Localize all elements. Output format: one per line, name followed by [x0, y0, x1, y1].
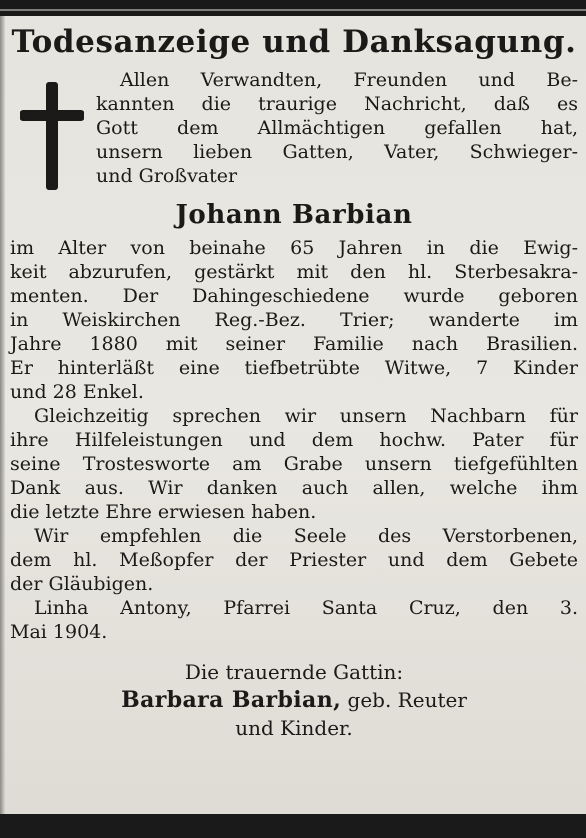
signature-children: und Kinder. [235, 716, 353, 740]
intro-line: und Großvater [96, 165, 238, 187]
signature-heading: Die trauernde Gattin: [184, 660, 404, 684]
intro-line: unsern lieben Gatten, Vater, Schwieger- [96, 141, 578, 163]
deceased-name: Johann Barbian [175, 200, 413, 230]
body-line: Jahre 1880 mit seiner Familie nach Brasilien. [10, 333, 578, 355]
body-line: seine Trostesworte am Grabe unsern tiefgefühlten [10, 453, 578, 475]
place-date-line: Mai 1904. [10, 621, 108, 643]
body-line: menten. Der Dahingeschiedene wurde geboren [10, 285, 578, 307]
body-line: und 28 Enkel. [10, 381, 144, 403]
body-line: Wir empfehlen die Seele des Verstorbenen, [34, 525, 578, 547]
body-line: im Alter von beinahe 65 Jahren in die Ewig- [10, 237, 578, 259]
body-line: Dank aus. Wir danken auch allen, welche ihm [10, 477, 578, 499]
death-notice [10, 22, 578, 742]
notice-body [10, 236, 578, 644]
body-line: keit abzurufen, gestärkt mit den hl. Sterbesakra- [10, 261, 578, 283]
cross-icon [20, 82, 84, 190]
top-border-rule [0, 0, 586, 16]
body-line: ihre Hilfeleistungen und dem hochw. Pater für [10, 429, 578, 451]
body-line: dem hl. Meßopfer der Priester und dem Gebete [10, 549, 578, 571]
body-line: Er hinterläßt eine tiefbetrübte Witwe, 7 Kinder [10, 357, 578, 379]
body-line: in Weiskirchen Reg.-Bez. Trier; wanderte im [10, 309, 578, 331]
bottom-border-rule [0, 814, 586, 838]
widow-name: Barbara Barbian, [121, 687, 342, 713]
body-line: Gleichzeitig sprechen wir unsern Nachbarn für [34, 405, 578, 427]
body-line: die letzte Ehre erwiesen haben. [10, 501, 317, 523]
intro-line: Gott dem Allmächtigen gefallen hat, [96, 117, 578, 139]
intro-line: Allen Verwandten, Freunden und Be- [120, 69, 578, 91]
left-column-edge [0, 16, 5, 814]
intro-line: kannten die traurige Nachricht, daß es [96, 93, 578, 115]
intro-block [10, 68, 578, 196]
signature-name-line [10, 686, 578, 714]
signature-block [10, 658, 578, 742]
maiden-name: geb. Reuter [341, 688, 467, 712]
intro-text [96, 68, 578, 188]
place-date-line: Linha Antony, Pfarrei Santa Cruz, den 3. [34, 597, 578, 619]
body-line: der Gläubigen. [10, 573, 154, 595]
notice-title: Todesanzeige und Danksagung. [11, 24, 577, 60]
